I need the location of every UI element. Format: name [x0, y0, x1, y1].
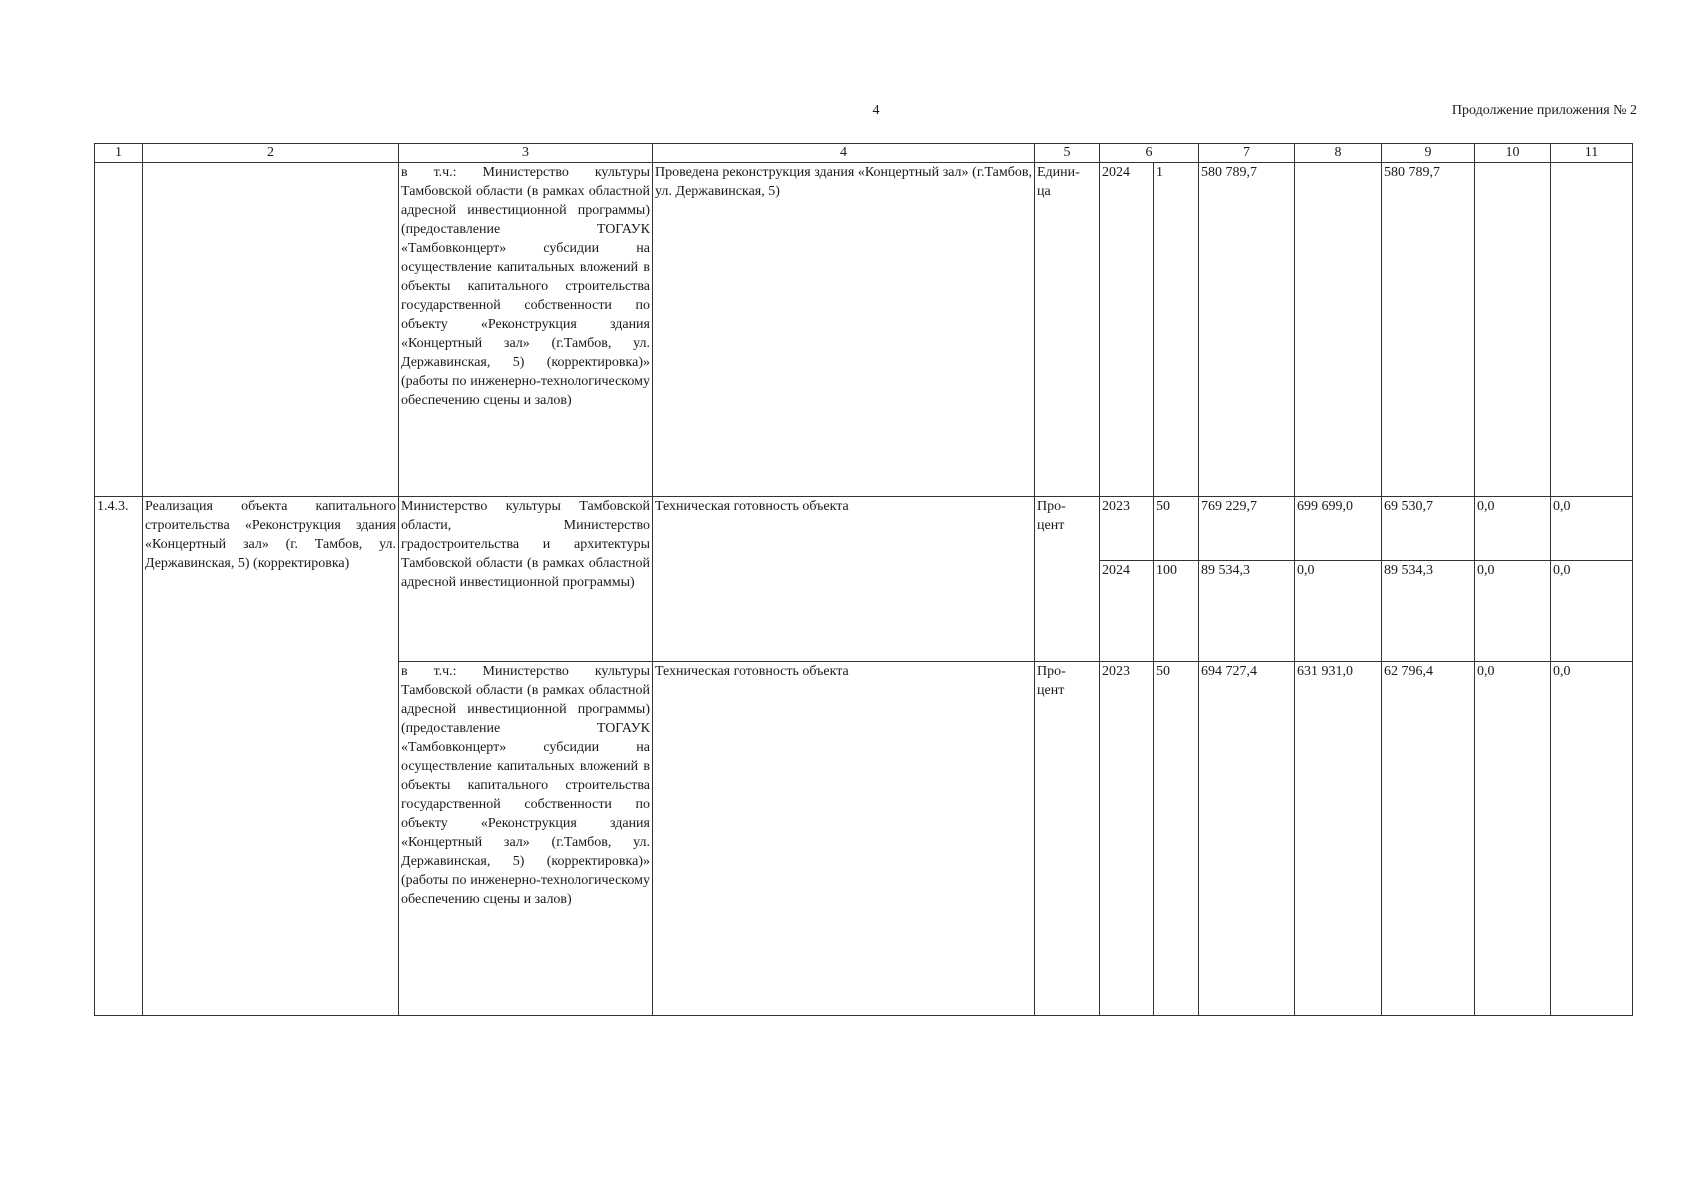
executor-cell: в т.ч.: Министерство культуры Тамбовской области (в рамках областной адресной инвестиционной программы) (предоставление ТОГАУК «Тамбовконцерт» субсидии на осуществление капитальных вложений в объекты капитального строительства государственной собственности по объекту «Реконструкция здания «Концертный зал» (г.Тамбов, ул. Державинская, 5) (корректировка)» (работы по инженерно-технологическому обеспечению сцены и залов)	[399, 163, 653, 497]
executor-cell: Министерство культуры Тамбовской области, Министерство градостроительства и архитектуры Тамбовской области (в рамках областной адресной инвестиционной программы)	[399, 497, 653, 662]
column-number: 10	[1475, 144, 1551, 163]
indicator-value-cell: 1	[1154, 163, 1199, 497]
indicator-cell: Проведена реконструкция здания «Концертный зал» (г.Тамбов, ул. Державинская, 5)	[653, 163, 1035, 497]
amount-cell: 0,0	[1475, 662, 1551, 1016]
amount-cell: 0,0	[1551, 497, 1633, 561]
amount-cell: 89 534,3	[1382, 561, 1475, 662]
amount-cell	[1551, 163, 1633, 497]
measure-name-cell: Реализация объекта капитального строительства «Реконструкция здания «Концертный зал» (г. Тамбов, ул. Державинская, 5) (корректировка)	[143, 497, 399, 1016]
amount-cell: 769 229,7	[1199, 497, 1295, 561]
indicator-cell: Техническая готовность объекта	[653, 662, 1035, 1016]
executor-cell: в т.ч.: Министерство культуры Тамбовской области (в рамках областной адресной инвестиционной программы) (предоставление ТОГАУК «Тамбовконцерт» субсидии на осуществление капитальных вложений в объекты капитального строительства государственной собственности по объекту «Реконструкция здания «Концертный зал» (г.Тамбов, ул. Державинская, 5) (корректировка)» (работы по инженерно-технологическому обеспечению сцены и залов)	[399, 662, 653, 1016]
indicator-value-cell: 50	[1154, 662, 1199, 1016]
program-table	[94, 143, 1633, 1016]
amount-cell: 0,0	[1551, 561, 1633, 662]
indicator-value-cell: 100	[1154, 561, 1199, 662]
column-number: 11	[1551, 144, 1633, 163]
column-number: 7	[1199, 144, 1295, 163]
column-number: 9	[1382, 144, 1475, 163]
amount-cell: 580 789,7	[1382, 163, 1475, 497]
unit-cell: Едини- ца	[1035, 163, 1100, 497]
year-cell: 2023	[1100, 497, 1154, 561]
column-number: 8	[1295, 144, 1382, 163]
amount-cell: 699 699,0	[1295, 497, 1382, 561]
amount-cell	[1295, 163, 1382, 497]
table-row	[95, 163, 1633, 497]
column-number: 5	[1035, 144, 1100, 163]
amount-cell: 580 789,7	[1199, 163, 1295, 497]
year-cell: 2024	[1100, 561, 1154, 662]
year-cell: 2024	[1100, 163, 1154, 497]
page-number: 4	[872, 103, 880, 118]
column-number: 2	[143, 144, 399, 163]
amount-cell: 89 534,3	[1199, 561, 1295, 662]
column-number: 1	[95, 144, 143, 163]
amount-cell: 0,0	[1551, 662, 1633, 1016]
amount-cell: 69 530,7	[1382, 497, 1475, 561]
unit-cell: Про- цент	[1035, 497, 1100, 662]
item-number: 1.4.3.	[95, 497, 143, 1016]
column-number: 6	[1100, 144, 1199, 163]
column-number-row	[95, 144, 1633, 163]
indicator-value-cell: 50	[1154, 497, 1199, 561]
column-number: 4	[653, 144, 1035, 163]
amount-cell: 0,0	[1295, 561, 1382, 662]
appendix-continuation-note: Продолжение приложения № 2	[1451, 103, 1637, 118]
indicator-cell: Техническая готовность объекта	[653, 497, 1035, 662]
amount-cell: 631 931,0	[1295, 662, 1382, 1016]
amount-cell	[1475, 163, 1551, 497]
unit-cell: Про- цент	[1035, 662, 1100, 1016]
amount-cell: 694 727,4	[1199, 662, 1295, 1016]
column-number: 3	[399, 144, 653, 163]
year-cell: 2023	[1100, 662, 1154, 1016]
amount-cell: 62 796,4	[1382, 662, 1475, 1016]
amount-cell: 0,0	[1475, 561, 1551, 662]
table-row	[95, 497, 1633, 561]
amount-cell: 0,0	[1475, 497, 1551, 561]
